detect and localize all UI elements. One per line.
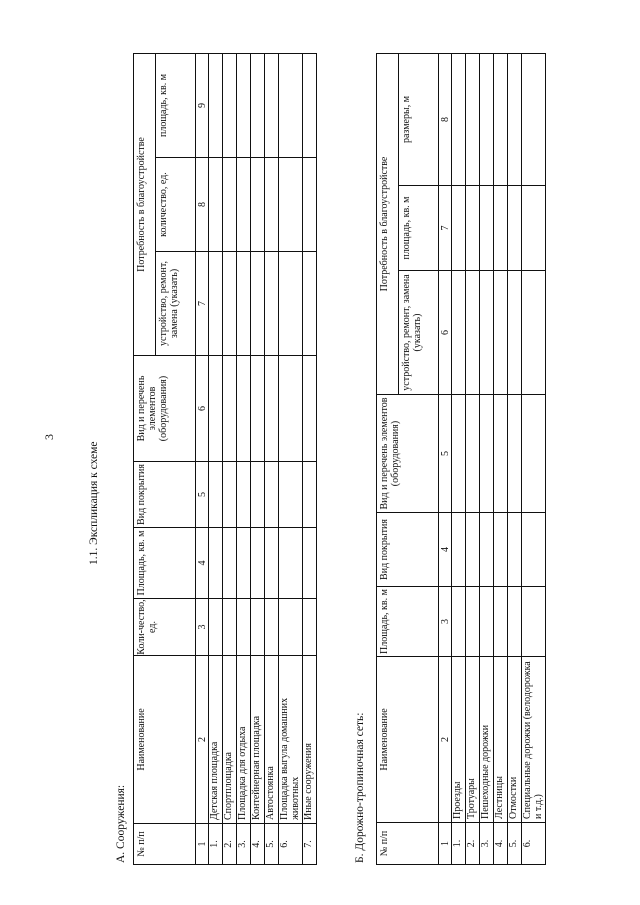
col-number: 1	[439, 823, 452, 865]
col-number: 6	[196, 356, 209, 462]
col-header-elements: Вид и перечень элементов (оборудования)	[377, 395, 439, 513]
col-header-need-install: устройство, ремонт, замена (указать)	[399, 271, 439, 395]
row-number: 7.	[303, 824, 317, 865]
row-name: Площадка для отдыха	[237, 656, 251, 824]
row-number: 4.	[494, 823, 508, 865]
row-number: 2.	[223, 824, 237, 865]
table-row	[223, 53, 237, 864]
column-numbers-row	[196, 53, 209, 864]
row-number: 3.	[237, 824, 251, 865]
col-header-area: Площадь, кв. м	[377, 587, 439, 657]
row-number: 6.	[279, 824, 303, 865]
row-name: Автостоянка	[265, 656, 279, 824]
col-header-area: Площадь, кв. м	[134, 528, 196, 599]
page-number: 3	[42, 434, 56, 440]
row-number: 3.	[480, 823, 494, 865]
col-number: 5	[439, 395, 452, 513]
col-header-name: Наименование	[134, 656, 196, 824]
col-header-need-area: площадь, кв. м	[399, 186, 439, 271]
row-name: Контейнерная площадка	[251, 656, 265, 824]
col-header-need-area: площадь, кв. м	[156, 53, 196, 157]
section-a-heading: А. Сооружения:	[115, 784, 127, 863]
row-number: 6.	[522, 823, 546, 865]
table-row	[265, 53, 279, 864]
row-name: Отмостки	[508, 657, 522, 823]
table-row	[494, 53, 508, 864]
col-number: 2	[439, 657, 452, 823]
row-name: Специальные дорожки (велодорожка и т.д.)	[522, 657, 546, 823]
table-road-network	[376, 53, 546, 865]
col-number: 2	[196, 656, 209, 824]
row-number: 2.	[466, 823, 480, 865]
row-name: Проезды	[452, 657, 466, 823]
row-name: Тротуары	[466, 657, 480, 823]
table-structures	[133, 53, 317, 865]
row-number: 5.	[508, 823, 522, 865]
col-header-need-qty: количество, ед.	[156, 158, 196, 252]
row-name: Спортплощадка	[223, 656, 237, 824]
col-number: 6	[439, 271, 452, 395]
table-row	[508, 53, 522, 864]
row-name: Площадка выгула домашних животных	[279, 656, 303, 824]
row-number: 1.	[452, 823, 466, 865]
section-b-heading: Б. Дорожно-тропиночная сеть:	[354, 712, 366, 863]
col-number: 7	[196, 252, 209, 356]
table-row	[209, 53, 223, 864]
table-row	[303, 53, 317, 864]
col-header-qty: Коли-чество, ед.	[134, 599, 196, 656]
page-title: 1.1. Экспликация к схеме	[88, 441, 100, 565]
table-row	[466, 53, 480, 864]
col-header-need-install: устройство, ремонт, замена (указать)	[156, 252, 196, 356]
col-header-num: № п/п	[134, 824, 196, 865]
row-number: 4.	[251, 824, 265, 865]
column-numbers-row	[439, 53, 452, 864]
col-header-need: Потребность в благоустройстве	[377, 53, 399, 394]
row-name: Детская площадка	[209, 656, 223, 824]
row-name: Лестницы	[494, 657, 508, 823]
col-number: 1	[196, 824, 209, 865]
table-row	[480, 53, 494, 864]
table-row	[452, 53, 466, 864]
col-header-cover: Вид покрытия	[377, 513, 439, 587]
col-number: 3	[196, 599, 209, 656]
col-number: 4	[196, 528, 209, 599]
table-row	[522, 53, 546, 864]
col-header-num: № п/п	[377, 823, 439, 865]
table-row	[237, 53, 251, 864]
row-name: Иные сооружения	[303, 656, 317, 824]
col-header-need-size: размеры, м	[399, 53, 439, 185]
col-number: 7	[439, 186, 452, 271]
col-header-need: Потребность в благоустройстве	[134, 53, 156, 355]
table-row	[279, 53, 303, 864]
col-number: 5	[196, 462, 209, 528]
col-number: 3	[439, 587, 452, 657]
row-number: 1.	[209, 824, 223, 865]
col-number: 9	[196, 53, 209, 157]
col-number: 8	[196, 158, 209, 252]
col-header-elements: Вид и перечень элементов (оборудования)	[134, 356, 196, 462]
row-number: 5.	[265, 824, 279, 865]
table-row	[251, 53, 265, 864]
col-header-cover: Вид покрытия	[134, 462, 196, 528]
col-header-name: Наименование	[377, 657, 439, 823]
col-number: 4	[439, 513, 452, 587]
col-number: 8	[439, 53, 452, 185]
row-name: Пешеходные дорожки	[480, 657, 494, 823]
